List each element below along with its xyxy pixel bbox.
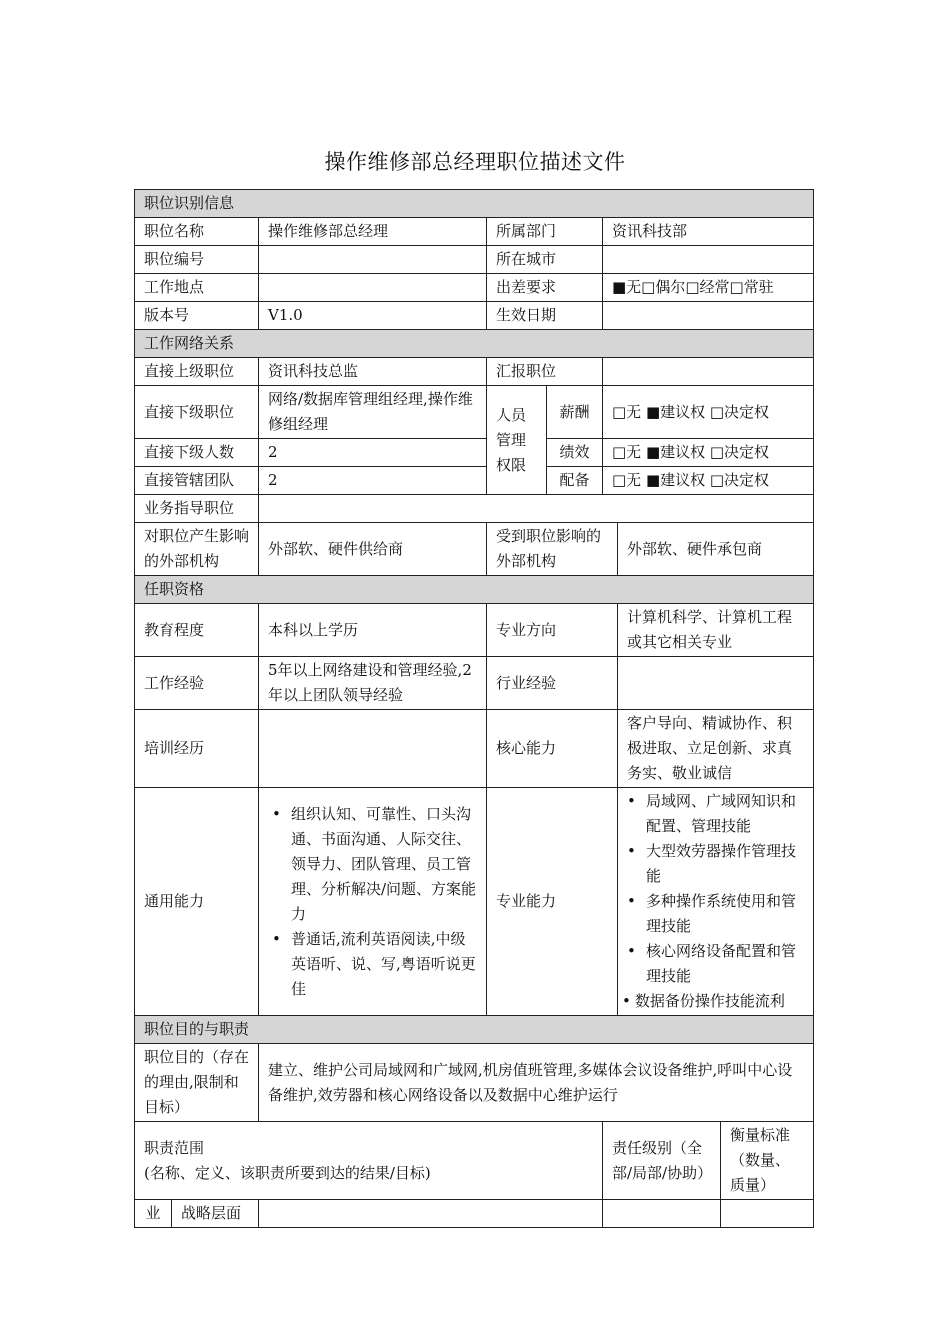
- guidance-label: 业务指导职位: [135, 495, 259, 523]
- experience-label: 工作经验: [135, 657, 259, 710]
- position-name-value: 操作维修部总经理: [259, 218, 487, 246]
- strategy-level-value: [259, 1200, 603, 1228]
- influenced-org-value: 外部软、硬件承包商: [618, 523, 814, 576]
- effective-date-label: 生效日期: [487, 302, 603, 330]
- report-value: [603, 358, 814, 386]
- version-value: V1.0: [259, 302, 487, 330]
- scope-label: 职责范围: [144, 1138, 205, 1157]
- responsibility-level-label: 责任级别（全部/局部/协助）: [603, 1122, 721, 1200]
- version-label: 版本号: [135, 302, 259, 330]
- subordinate-count-label: 直接下级人数: [135, 439, 259, 467]
- subordinate-count-value: 2: [259, 439, 487, 467]
- general-ability-value: [259, 788, 487, 1016]
- work-location-label: 工作地点: [135, 274, 259, 302]
- superior-value: 资讯科技总监: [259, 358, 487, 386]
- position-code-value: [259, 246, 487, 274]
- general-ability-item: • 普通话,流利英语阅读,中级英语听、说、写,粤语听说更佳: [291, 927, 480, 1002]
- city-label: 所在城市: [487, 246, 603, 274]
- professional-ability-item: • 大型效劳器操作管理技能: [646, 839, 809, 889]
- strategy-level-measure: [721, 1200, 814, 1228]
- section-identification: 职位识别信息: [135, 190, 814, 218]
- core-ability-value: 客户导向、精诚协作、积极进取、立足创新、求真务实、敬业诚信: [618, 710, 814, 788]
- professional-ability-item: • 多种操作系统使用和管理技能: [646, 889, 809, 939]
- performance-label: 绩效: [547, 439, 603, 467]
- team-label: 直接管辖团队: [135, 467, 259, 495]
- section-network: 工作网络关系: [135, 330, 814, 358]
- measure-standard-label: 衡量标准（数量、质量）: [721, 1122, 814, 1200]
- staffing-label: 配备: [547, 467, 603, 495]
- travel-label: 出差要求: [487, 274, 603, 302]
- position-code-label: 职位编号: [135, 246, 259, 274]
- city-value: [603, 246, 814, 274]
- report-label: 汇报职位: [487, 358, 603, 386]
- section-purpose: 职位目的与职责: [135, 1016, 814, 1044]
- superior-label: 直接上级职位: [135, 358, 259, 386]
- influencing-org-value: 外部软、硬件供给商: [259, 523, 487, 576]
- section-qualification: 任职资格: [135, 576, 814, 604]
- major-label: 专业方向: [487, 604, 618, 657]
- guidance-value: [259, 495, 814, 523]
- education-value: 本科以上学历: [259, 604, 487, 657]
- professional-ability-item: • 局域网、广域网知识和配置、管理技能: [646, 789, 809, 839]
- education-label: 教育程度: [135, 604, 259, 657]
- purpose-value: 建立、维护公司局域网和广域网,机房值班管理,多媒体会议设备维护,呼叫中心设备维护,效劳器和核心网络设备以及数据中心维护运行: [259, 1044, 814, 1122]
- strategy-level-label: 战略层面: [172, 1200, 259, 1228]
- training-label: 培训经历: [135, 710, 259, 788]
- general-ability-label: 通用能力: [135, 788, 259, 1016]
- professional-ability-value: [618, 788, 814, 1016]
- position-name-label: 职位名称: [135, 218, 259, 246]
- purpose-label: 职位目的（存在的理由,限制和目标）: [135, 1044, 259, 1122]
- scope-subtitle: (名称、定义、该职责所要到达的结果/目标): [144, 1163, 431, 1182]
- salary-value: □无 ■建议权 □决定权: [603, 386, 814, 439]
- influencing-org-label: 对职位产生影响的外部机构: [135, 523, 259, 576]
- scope-header: [135, 1122, 603, 1200]
- staffing-value: □无 ■建议权 □决定权: [603, 467, 814, 495]
- work-location-value: [259, 274, 487, 302]
- general-ability-item: • 组织认知、可靠性、口头沟通、书面沟通、人际交往、领导力、团队管理、员工管理、分析解决/问题、方案能力: [291, 802, 480, 927]
- major-value: 计算机科学、计算机工程或其它相关专业: [618, 604, 814, 657]
- core-ability-label: 核心能力: [487, 710, 618, 788]
- strategy-level-responsibility: [603, 1200, 721, 1228]
- experience-value: 5年以上网络建设和管理经验,2年以上团队领导经验: [259, 657, 487, 710]
- professional-ability-label: 专业能力: [487, 788, 618, 1016]
- salary-label: 薪酬: [547, 386, 603, 439]
- performance-value: □无 ■建议权 □决定权: [603, 439, 814, 467]
- job-description-table: [134, 189, 814, 1228]
- professional-ability-item-last: • 数据备份操作技能流利: [622, 989, 809, 1014]
- training-value: [259, 710, 487, 788]
- industry-label: 行业经验: [487, 657, 618, 710]
- effective-date-value: [603, 302, 814, 330]
- department-value: 资讯科技部: [603, 218, 814, 246]
- subordinate-label: 直接下级职位: [135, 386, 259, 439]
- business-row-label: 业: [135, 1200, 172, 1228]
- subordinate-value: 网络/数据库管理组经理,操作维修组经理: [259, 386, 487, 439]
- team-value: 2: [259, 467, 487, 495]
- department-label: 所属部门: [487, 218, 603, 246]
- professional-ability-item: • 核心网络设备配置和管理技能: [646, 939, 809, 989]
- industry-value: [618, 657, 814, 710]
- authority-label: 人员管理权限: [487, 386, 547, 495]
- influenced-org-label: 受到职位影响的外部机构: [487, 523, 618, 576]
- travel-value: ■无□偶尔□经常□常驻: [603, 274, 814, 302]
- page-title: 操作维修部总经理职位描述文件: [324, 150, 626, 174]
